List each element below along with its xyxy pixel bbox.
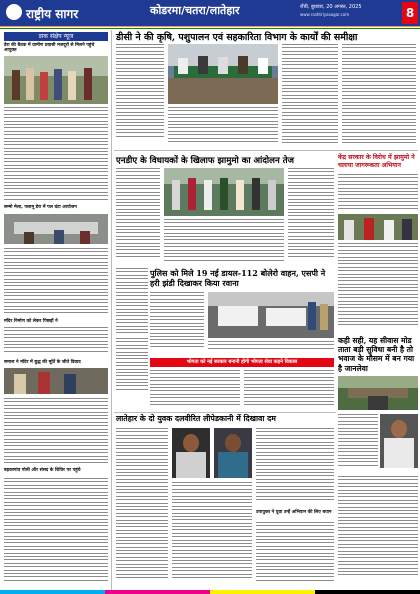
story-5-col-3 bbox=[256, 428, 334, 508]
side-story-text-1 bbox=[338, 174, 418, 214]
headline-5: लातेहार के दो युवक दलवीरित लीपेडकानी में दिखावा दम bbox=[116, 414, 276, 423]
left-story-2-head: सम्मो मेला, पलामू डेरा में पल घंटा आयोजन bbox=[4, 205, 77, 210]
brand-logo-icon bbox=[6, 4, 22, 20]
sub-column-head: उपायुक्त ने युवा उन्हें अभियान की लिए बयान bbox=[256, 510, 332, 515]
story-3-photo bbox=[208, 292, 334, 338]
story-3-col-1 bbox=[116, 268, 148, 338]
tricolor-strip bbox=[0, 26, 420, 29]
left-story-1-head: डेरा की बैठक में ग्रामीण प्रवासी मजदूरों से मिलने पहुंचे आयुक्त bbox=[4, 43, 95, 54]
left-story-4-text bbox=[4, 398, 108, 468]
left-column-tag: डाक संक्षेप न्यूज bbox=[4, 32, 108, 41]
side-story-text-2 bbox=[338, 243, 418, 333]
story-5-col-4 bbox=[256, 522, 334, 588]
left-story-3-text bbox=[4, 327, 108, 357]
story-2-col-1 bbox=[116, 168, 160, 264]
story-2-col-2 bbox=[164, 219, 284, 267]
headline-6: कही सही, यह सीवास मोड ताता बड़ी सुविधा बनी है तो भवाज के मौसम में बन गया है जानलेवा bbox=[338, 336, 415, 373]
headline-3: पुलिस को मिले 19 नई डायल-112 बोलेरो वाहन, एसपी ने हरी झंडी दिखाकर किया रवाना bbox=[150, 268, 326, 288]
website: www.rashtriyasagar.com bbox=[300, 12, 350, 17]
left-photo-1 bbox=[4, 56, 108, 104]
left-story-2-text bbox=[4, 248, 108, 318]
story-3-col-2 bbox=[150, 292, 204, 352]
story-2-photo bbox=[164, 168, 284, 216]
story-1-col-3 bbox=[282, 44, 338, 148]
side-portrait bbox=[380, 414, 418, 468]
masthead bbox=[0, 0, 420, 26]
side-photo-2 bbox=[338, 376, 418, 410]
divider bbox=[114, 412, 336, 413]
left-photo-3 bbox=[4, 368, 108, 394]
story-4-col-1 bbox=[150, 370, 240, 410]
left-story-5-head: बड़कागांव गोली और संसद के शिविर पर पहुंचे bbox=[4, 468, 81, 473]
left-story-4-head: समाज ने मंदिर में बुद्ध की मूर्ति के जीते विवाद bbox=[4, 360, 81, 365]
left-story-3-head: मंदिर निर्माण को लेकर पिछड़ों ने bbox=[4, 319, 58, 324]
date-line: राँची, बुधवार, 20 अगस्त, 2025 bbox=[300, 4, 362, 10]
divider bbox=[114, 150, 418, 151]
headline-1: डीसी ने की कृषि, पशुपालन एवं सहकारिता विभाग के कार्यों की समीक्षा bbox=[116, 32, 358, 43]
story-2-col-3 bbox=[288, 168, 334, 264]
portrait-photo-1 bbox=[172, 428, 210, 478]
brand-name: राष्ट्रीय सागर bbox=[26, 7, 79, 21]
side-story-text-3 bbox=[338, 414, 378, 474]
story-5-col-1 bbox=[116, 428, 168, 588]
color-registration-bar bbox=[0, 590, 420, 594]
headline-4-box: भोगता को नई सरकार बनानी होगी भोगता सेवा कहने विकास bbox=[150, 358, 334, 367]
story-3-col-1b bbox=[116, 338, 148, 398]
story-1-col-2 bbox=[168, 107, 278, 147]
left-story-5-text bbox=[4, 478, 108, 588]
story-3-caption bbox=[208, 341, 334, 353]
story-1-col-4 bbox=[342, 44, 416, 148]
left-story-1-text bbox=[4, 107, 108, 205]
headline-2-side: केंद्र सरकार के विरोध में झामुमो ने चलाया जागरूकता अभियान bbox=[338, 154, 415, 169]
brand bbox=[6, 2, 118, 24]
section-title: कोडरमा/चतरा/लातेहार bbox=[150, 4, 240, 17]
story-5-col-2 bbox=[172, 482, 252, 588]
left-photo-2 bbox=[4, 214, 108, 244]
page-number: 8 bbox=[402, 2, 418, 24]
portrait-photo-2 bbox=[214, 428, 252, 478]
column-rule bbox=[111, 30, 112, 590]
story-1-photo bbox=[168, 44, 278, 104]
story-4-col-2 bbox=[244, 370, 334, 410]
side-photo-1 bbox=[338, 214, 418, 240]
story-1-col-1 bbox=[116, 44, 164, 144]
side-story-text-4 bbox=[338, 476, 418, 588]
headline-2: एनडीए के विधायकों के खिलाफ झामुमो का आंदोलन तेज bbox=[116, 156, 294, 166]
